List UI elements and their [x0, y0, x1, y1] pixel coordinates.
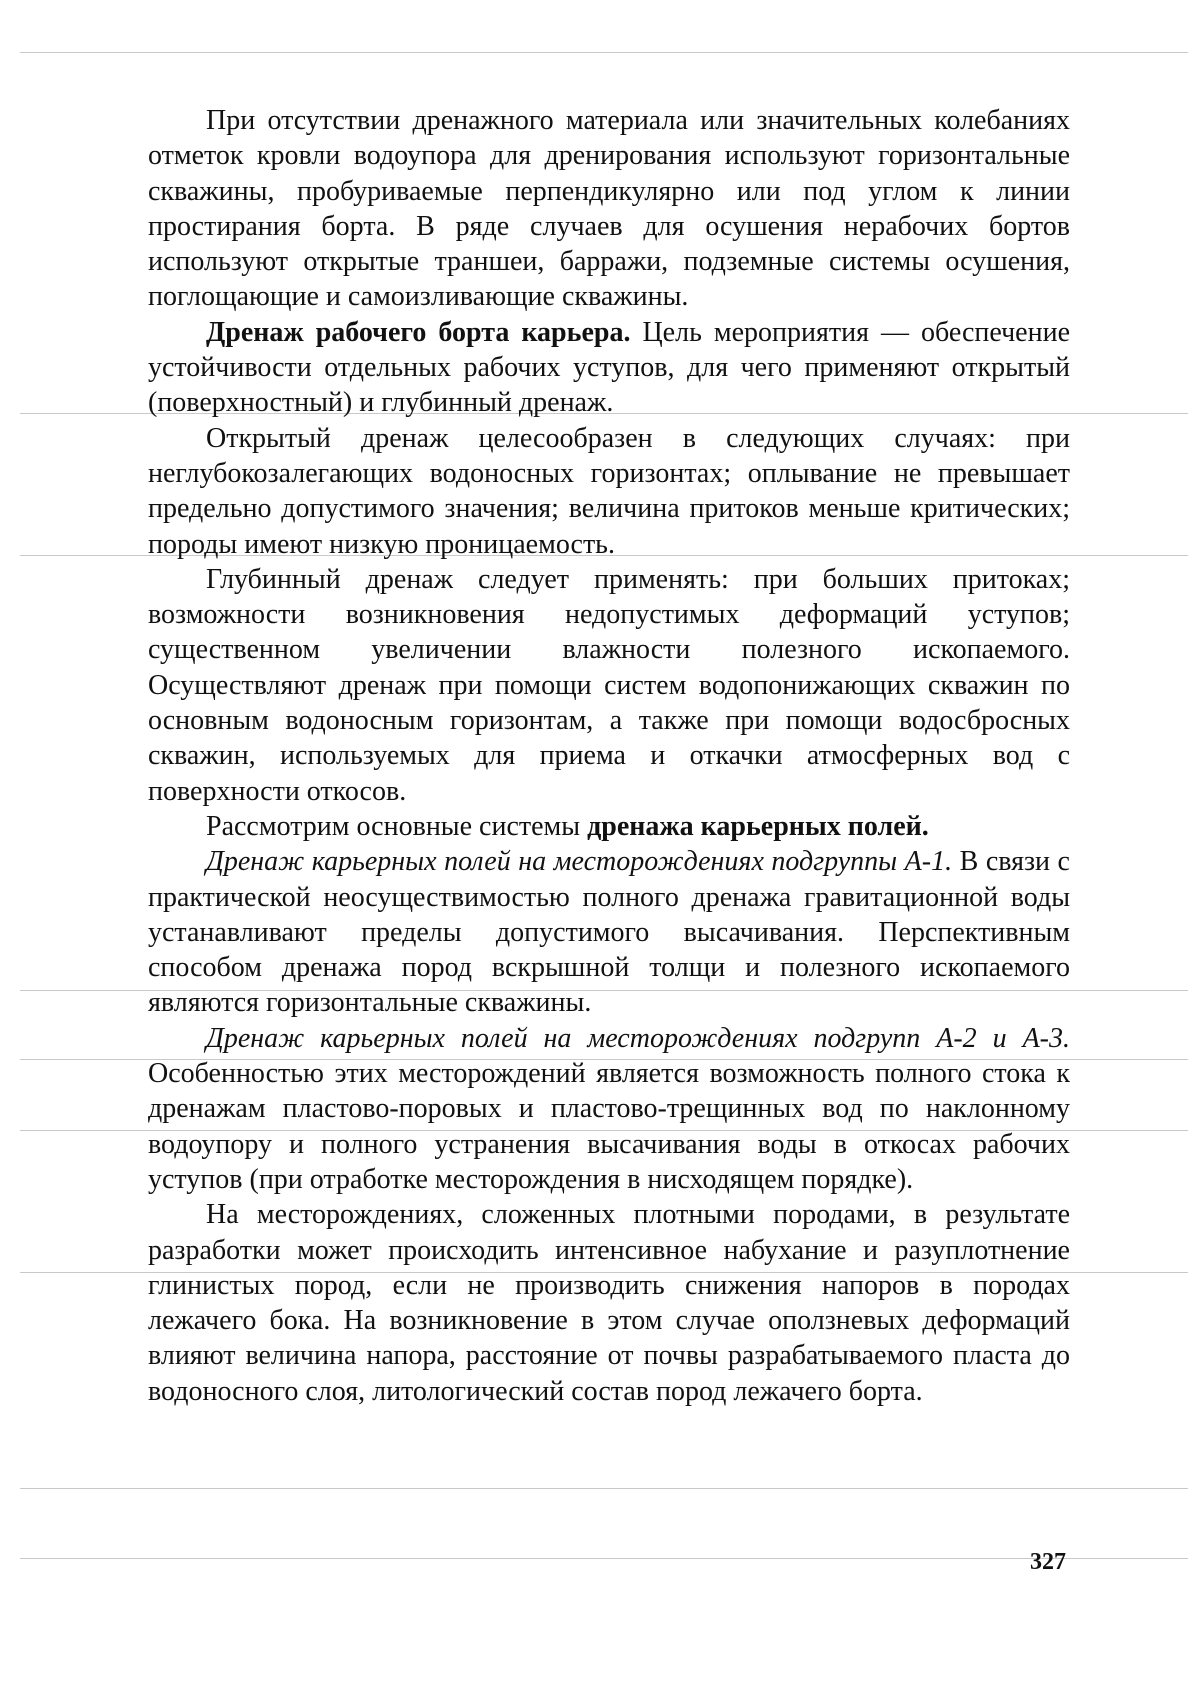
paragraph — [148, 809, 1070, 844]
paragraph-text: При отсутствии дренажного материала или значительных колебаниях отметок кровли водоупора для дренирования используют горизонтальные скважины, пробуриваемые перпендикулярно или под углом к линии простирания борта. В ряде случаев для осушения нерабочих бортов используют открытые траншеи, барражи, подземные системы осушения, поглощающие и самоизливающие скважины. — [148, 105, 1070, 313]
paragraph — [148, 315, 1070, 421]
paragraph — [148, 1021, 1070, 1197]
subsection-heading: Дренаж карьерных полей на месторождениях подгруппы А-1. — [206, 846, 953, 878]
scan-line — [20, 52, 1188, 53]
paragraph — [148, 562, 1070, 809]
section-heading: Дренаж рабочего борта карьера. — [206, 316, 631, 348]
page-number: 327 — [1030, 1549, 1066, 1575]
scan-line — [20, 1558, 1188, 1559]
paragraph — [148, 844, 1070, 1020]
paragraph-text: Особенностью этих месторождений является возможность полного стока к дренажам пластово-поровых и пластово-трещинных вод по наклонному водоупору и полного устранения высачивания воды в откосах рабочих уступов (при отработке месторождения в нисходящем порядке). — [148, 1058, 1070, 1195]
paragraph-text: На месторождениях, сложенных плотными породами, в результате разработки может происходить интенсивное набухание и разуплотнение глинистых пород, если не производить снижения напоров в породах лежачего бока. На возникновение в этом случае оползневых деформаций влияют величина напора, расстояние от почвы разрабатываемого пласта до водоносного слоя, литологический состав пород лежачего борта. — [148, 1199, 1070, 1407]
section-heading: дренажа карьерных полей. — [587, 810, 929, 842]
paragraph — [148, 1197, 1070, 1409]
paragraph-text: Рассмотрим основные системы — [206, 810, 588, 842]
paragraph-text: Цель мероприятия — обеспечение устойчивости отдельных рабочих уступов, для чего применяют открытый (поверхностный) и глубинный дренаж. — [148, 316, 1070, 419]
paragraph — [148, 421, 1070, 562]
paragraph — [148, 103, 1070, 315]
paragraph-text: Глубинный дренаж следует применять: при больших притоках; возможности возникновения недопустимых деформаций уступов; существенном увеличении влажности полезного ископаемого. Осуществляют дренаж при помощи систем водопонижающих скважин по основным водоносным горизонтам, а также при помощи водосбросных скважин, используемых для приема и откачки атмосферных вод с поверхности откосов. — [148, 563, 1070, 807]
scan-line — [20, 1488, 1188, 1489]
paragraph-text: В связи с практической неосуществимостью полного дренажа гравитационной воды устанавливают пределы допустимого высачивания. Перспективным способом дренажа пород вскрышной толщи и полезного ископаемого являются горизонтальные скважины. — [148, 846, 1070, 1019]
subsection-heading: Дренаж карьерных полей на месторождениях подгрупп А-2 и А-3. — [206, 1022, 1070, 1054]
page-body — [148, 103, 1070, 1409]
paragraph-text: Открытый дренаж целесообразен в следующих случаях: при неглубокозалегающих водоносных горизонтах; оплывание не превышает предельно допустимого значения; величина притоков меньше критических; породы имеют низкую проницаемость. — [148, 422, 1070, 560]
